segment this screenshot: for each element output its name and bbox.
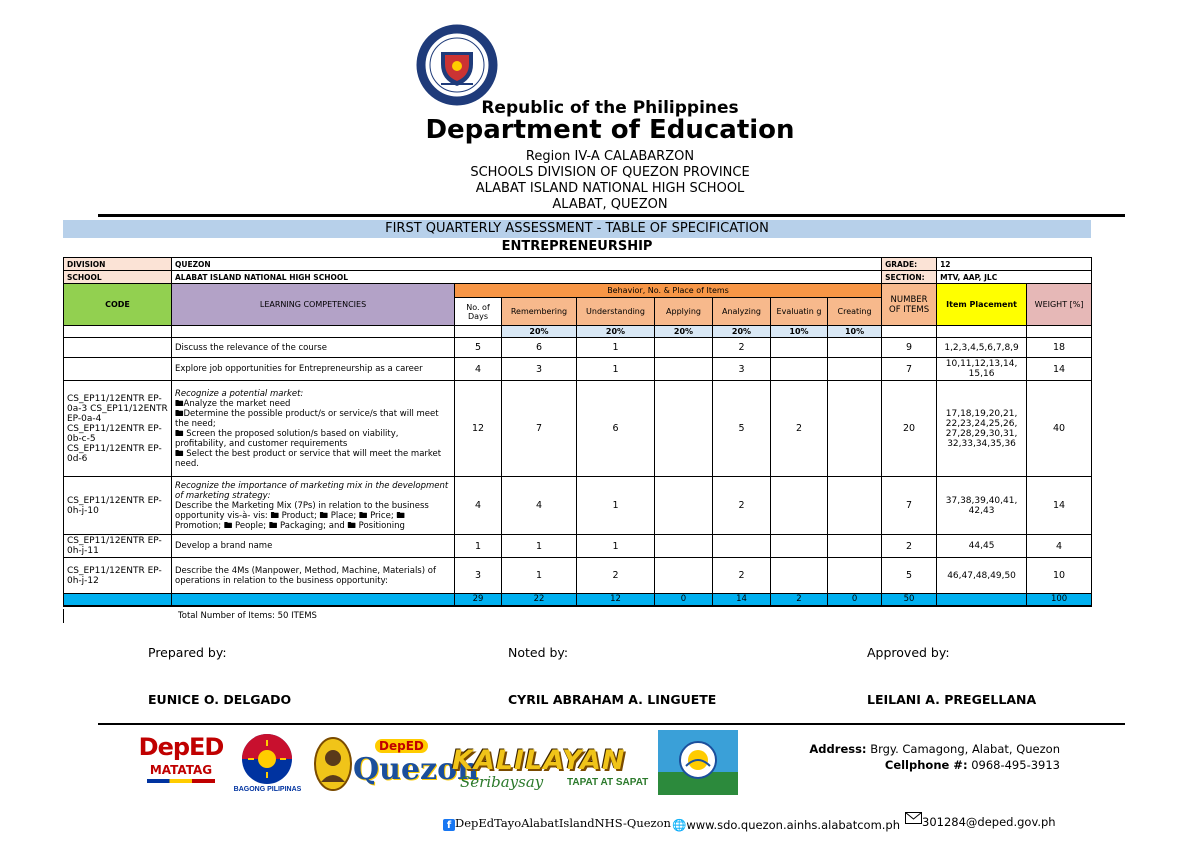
- pct-evaluating: 10%: [771, 326, 828, 338]
- grade-value: 12: [937, 258, 1092, 271]
- contact-block: [760, 741, 1060, 773]
- total-analyzing: 14: [713, 594, 771, 606]
- alabat-island-nhs-logo: [658, 730, 738, 795]
- row-placement: 37,38,39,40,41, 42,43: [937, 477, 1027, 535]
- row-code: CS_EP11/12ENTR EP-0a-3 CS_EP11/12ENTR EP-0a-4 CS_EP11/12ENTR EP-0b-c-5 CS_EP11/12ENTR EP-0d-6: [64, 381, 172, 477]
- row-days: 12: [455, 381, 502, 477]
- totals-row: [64, 594, 1092, 606]
- table-row: [64, 358, 1092, 381]
- table-of-specification: [63, 257, 1092, 607]
- facebook-page[interactable]: DepEdTayoAlabatIslandNHS-Quezon: [455, 816, 671, 830]
- competency-line: 🖿Analyze the market need: [175, 398, 291, 409]
- prepared-by-name: EUNICE O. DELGADO: [148, 692, 292, 707]
- competency-line: 🖿 Select the best product or service that will meet the market need.: [175, 448, 442, 469]
- row-competency: [172, 477, 455, 535]
- row-creating: [828, 535, 882, 558]
- address-value: Brgy. Camagong, Alabat, Quezon: [870, 742, 1060, 756]
- row-placement: 10,11,12,13,14, 15,16: [937, 358, 1027, 381]
- row-creating: [828, 358, 882, 381]
- row-placement: 1,2,3,4,5,6,7,8,9: [937, 338, 1027, 358]
- weight-header: WEIGHT [%]: [1027, 284, 1092, 326]
- row-code: [64, 358, 172, 381]
- pct-understanding: 20%: [577, 326, 655, 338]
- row-applying: [655, 535, 713, 558]
- competency-line: 🖿 Screen the proposed solution/s based on viability, profitability, and customer requirements: [175, 428, 399, 449]
- row-understanding: 2: [577, 558, 655, 594]
- pct-analyzing: 20%: [713, 326, 771, 338]
- row-analyzing: [713, 535, 771, 558]
- republic-heading: Republic of the Philippines: [481, 98, 739, 118]
- division-line: SCHOOLS DIVISION OF QUEZON PROVINCE: [470, 165, 750, 180]
- noted-by-label: Noted by:: [508, 645, 569, 660]
- facebook-icon: f: [443, 819, 455, 831]
- row-analyzing: 2: [713, 477, 771, 535]
- pct-applying: 20%: [655, 326, 713, 338]
- table-row: [64, 477, 1092, 535]
- department-heading: Department of Education: [425, 115, 795, 145]
- row-weight: 18: [1027, 338, 1092, 358]
- total-applying: 0: [655, 594, 713, 606]
- row-code: CS_EP11/12ENTR EP-0h-j-11: [64, 535, 172, 558]
- table-row: [64, 381, 1092, 477]
- total-evaluating: 2: [771, 594, 828, 606]
- row-understanding: 1: [577, 338, 655, 358]
- row-days: 3: [455, 558, 502, 594]
- school-line: ALABAT ISLAND NATIONAL HIGH SCHOOL: [475, 181, 745, 196]
- division-label: DIVISION: [64, 258, 172, 271]
- total-items: 50: [882, 594, 937, 606]
- row-applying: [655, 358, 713, 381]
- header-row: [64, 284, 1092, 298]
- row-remembering: 1: [502, 558, 577, 594]
- row-understanding: 1: [577, 535, 655, 558]
- row-remembering: 1: [502, 535, 577, 558]
- row-competency: Discuss the relevance of the course: [172, 338, 455, 358]
- row-understanding: 6: [577, 381, 655, 477]
- days-header: No. of Days: [455, 298, 502, 326]
- region-line: Region IV-A CALABARZON: [525, 149, 695, 164]
- behavior-header: Behavior, No. & Place of Items: [455, 284, 882, 298]
- info-row-division: [64, 258, 1092, 271]
- row-understanding: 1: [577, 358, 655, 381]
- total-items-note: Total Number of Items: 50 ITEMS: [178, 611, 317, 621]
- row-items: 9: [882, 338, 937, 358]
- row-creating: [828, 338, 882, 358]
- row-competency: Develop a brand name: [172, 535, 455, 558]
- total-remembering: 22: [502, 594, 577, 606]
- analyzing-header: Analyzing: [713, 298, 771, 326]
- quezon-portrait-icon: [313, 736, 353, 792]
- row-items: 2: [882, 535, 937, 558]
- total-weight: 100: [1027, 594, 1092, 606]
- pct-remembering: 20%: [502, 326, 577, 338]
- row-days: 4: [455, 477, 502, 535]
- facebook-link[interactable]: [443, 816, 673, 831]
- approved-by-label: Approved by:: [867, 645, 950, 660]
- website-url[interactable]: www.sdo.quezon.ainhs.alabatcom.ph: [686, 818, 901, 832]
- row-weight: 4: [1027, 535, 1092, 558]
- row-items: 7: [882, 477, 937, 535]
- prepared-by-label: Prepared by:: [148, 645, 227, 660]
- bagong-pilipinas-emblem-icon: [230, 732, 305, 786]
- row-understanding: 1: [577, 477, 655, 535]
- bagong-pilipinas-logo: BAGONG PILIPINAS: [230, 732, 305, 800]
- competencies-header: LEARNING COMPETENCIES: [172, 284, 455, 326]
- row-applying: [655, 338, 713, 358]
- item-placement-header: Item Placement: [937, 284, 1027, 326]
- row-analyzing: 2: [713, 338, 771, 358]
- row-items: 20: [882, 381, 937, 477]
- row-remembering: 6: [502, 338, 577, 358]
- deped-matatag-logo: DepED MATATAG: [135, 733, 227, 795]
- row-evaluating: 2: [771, 381, 828, 477]
- remembering-header: Remembering: [502, 298, 577, 326]
- row-items: 5: [882, 558, 937, 594]
- phone-value: 0968-495-3913: [971, 758, 1060, 772]
- approved-by-name: LEILANI A. PREGELLANA: [867, 692, 1037, 707]
- row-competency: Describe the 4Ms (Manpower, Method, Machine, Materials) of operations in relation to the business opportunity:: [172, 558, 455, 594]
- percentage-row: [64, 326, 1092, 338]
- row-evaluating: [771, 535, 828, 558]
- row-evaluating: [771, 558, 828, 594]
- assessment-title: FIRST QUARTERLY ASSESSMENT - TABLE OF SPECIFICATION: [63, 220, 1091, 238]
- website-link[interactable]: [672, 818, 900, 832]
- competency-line: Describe the Marketing Mix (7Ps) in relation to the business opportunity vis-à- vis: 🖿 Product; 🖿 Place; 🖿 Price; 🖿 Promotion; 🖿 People; 🖿 Packaging; and 🖿 Positioning: [175, 500, 429, 531]
- row-analyzing: 3: [713, 358, 771, 381]
- kalilayan-logo: KALILAYAN Seribaysay TAPAT AT SAPAT: [452, 745, 649, 791]
- envelope-icon: [905, 812, 922, 824]
- row-code: [64, 338, 172, 358]
- pct-creating: 10%: [828, 326, 882, 338]
- location-line: ALABAT, QUEZON: [552, 197, 668, 212]
- row-days: 1: [455, 535, 502, 558]
- email-link[interactable]: [905, 812, 1056, 829]
- creating-header: Creating: [828, 298, 882, 326]
- globe-icon: 🌐: [672, 818, 687, 832]
- school-label: SCHOOL: [64, 271, 172, 284]
- table-row: [64, 338, 1092, 358]
- row-remembering: 3: [502, 358, 577, 381]
- division-value: QUEZON: [172, 258, 882, 271]
- row-analyzing: 5: [713, 381, 771, 477]
- row-code: CS_EP11/12ENTR EP-0h-j-10: [64, 477, 172, 535]
- row-days: 4: [455, 358, 502, 381]
- understanding-header: Understanding: [577, 298, 655, 326]
- address-label: Address:: [809, 742, 867, 756]
- total-understanding: 12: [577, 594, 655, 606]
- number-of-items-header: NUMBER OF ITEMS: [882, 284, 937, 326]
- school-value: ALABAT ISLAND NATIONAL HIGH SCHOOL: [172, 271, 882, 284]
- row-creating: [828, 477, 882, 535]
- email-address[interactable]: 301284@deped.gov.ph: [922, 815, 1056, 829]
- row-placement: 17,18,19,20,21, 22,23,24,25,26, 27,28,29,30,31, 32,33,34,35,36: [937, 381, 1027, 477]
- competency-heading: Recognize the importance of marketing mix in the development of marketing strategy:: [175, 480, 449, 501]
- total-days: 29: [455, 594, 502, 606]
- applying-header: Applying: [655, 298, 713, 326]
- row-applying: [655, 558, 713, 594]
- row-placement: 44,45: [937, 535, 1027, 558]
- row-analyzing: 2: [713, 558, 771, 594]
- header-divider: [98, 214, 1125, 217]
- row-placement: 46,47,48,49,50: [937, 558, 1027, 594]
- row-days: 5: [455, 338, 502, 358]
- deped-seal-logo: [411, 24, 503, 106]
- row-competency: Explore job opportunities for Entrepreneurship as a career: [172, 358, 455, 381]
- noted-by-name: CYRIL ABRAHAM A. LINGUETE: [508, 692, 717, 707]
- row-weight: 14: [1027, 477, 1092, 535]
- row-applying: [655, 381, 713, 477]
- row-remembering: 4: [502, 477, 577, 535]
- row-creating: [828, 381, 882, 477]
- section-value: MTV, AAP, JLC: [937, 271, 1092, 284]
- row-creating: [828, 558, 882, 594]
- evaluating-header: Evaluatin g: [771, 298, 828, 326]
- section-label: SECTION:: [882, 271, 937, 284]
- competency-heading: Recognize a potential market:: [175, 388, 304, 399]
- row-items: 7: [882, 358, 937, 381]
- table-row: [64, 558, 1092, 594]
- competency-line: 🖿Determine the possible product/s or service/s that will meet the need;: [175, 408, 439, 429]
- subject-title: ENTREPRENEURSHIP: [501, 239, 653, 254]
- row-evaluating: [771, 477, 828, 535]
- code-header: CODE: [64, 284, 172, 326]
- table-row: [64, 535, 1092, 558]
- row-applying: [655, 477, 713, 535]
- row-weight: 14: [1027, 358, 1092, 381]
- total-creating: 0: [828, 594, 882, 606]
- row-evaluating: [771, 358, 828, 381]
- footer-divider: [98, 723, 1125, 725]
- deped-quezon-logo: DepED Quezon: [313, 734, 441, 792]
- row-remembering: 7: [502, 381, 577, 477]
- phone-label: Cellphone #:: [884, 758, 968, 772]
- info-row-school: [64, 271, 1092, 284]
- row-weight: 40: [1027, 381, 1092, 477]
- row-weight: 10: [1027, 558, 1092, 594]
- grade-label: GRADE:: [882, 258, 937, 271]
- row-code: CS_EP11/12ENTR EP-0h-j-12: [64, 558, 172, 594]
- row-competency: [172, 381, 455, 477]
- row-evaluating: [771, 338, 828, 358]
